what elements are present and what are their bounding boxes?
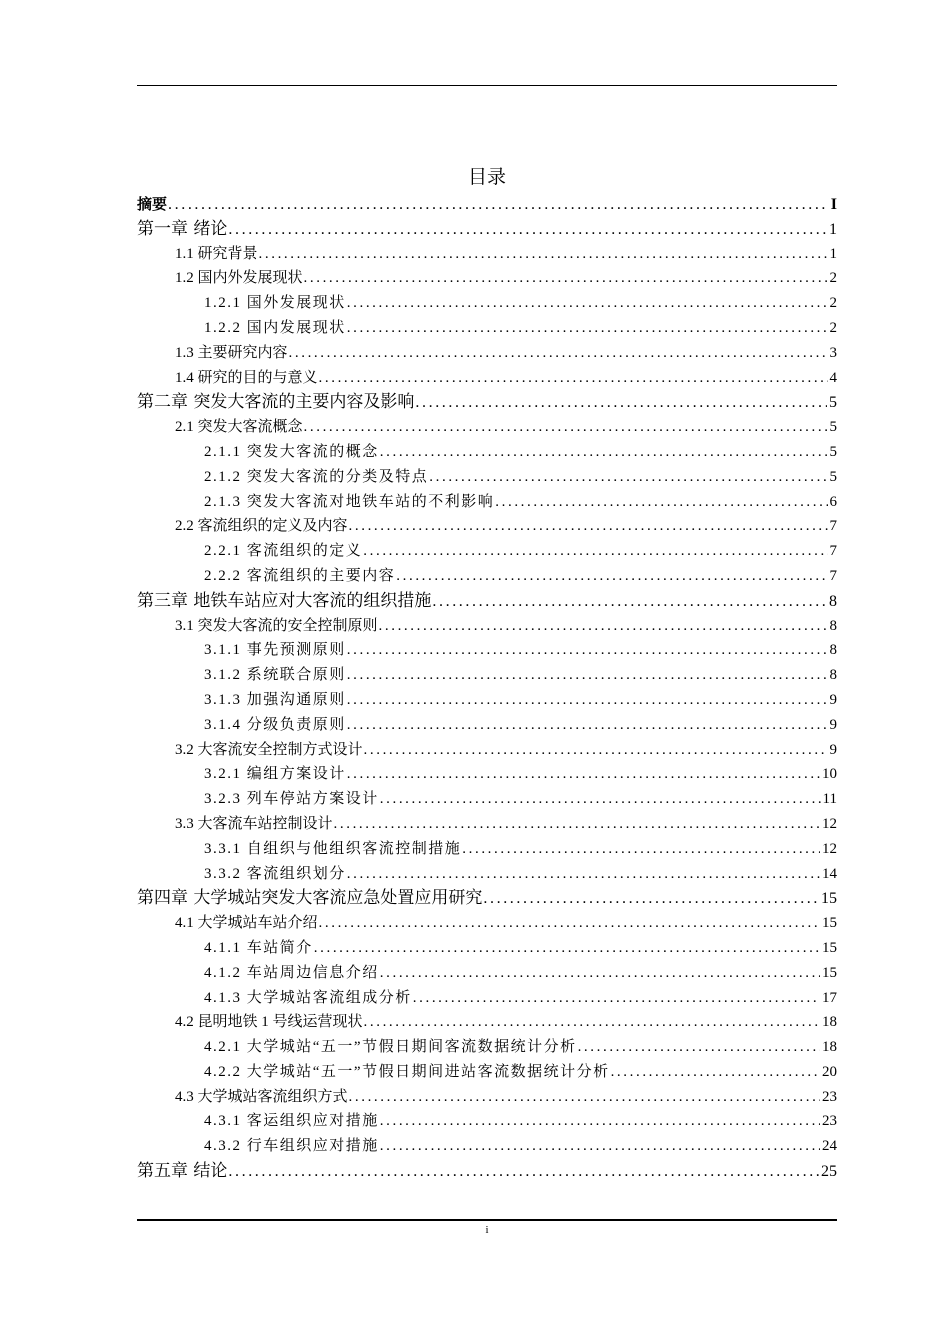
toc-leader-dots [304, 415, 828, 440]
toc-entry-page: 8 [829, 642, 837, 659]
toc-entry-page: 18 [822, 1014, 837, 1031]
toc-entry[interactable] [137, 316, 837, 341]
toc-entry-label: 3.1.1 事先预测原则 [204, 642, 346, 659]
toc-entry[interactable] [137, 663, 837, 688]
toc-entry-page: 7 [829, 543, 837, 560]
toc-entry[interactable] [137, 911, 837, 936]
toc-entry[interactable] [137, 266, 837, 291]
toc-entry-page: 6 [829, 493, 837, 510]
toc-entry[interactable] [137, 936, 837, 961]
toc-entry-page: 9 [829, 716, 837, 733]
toc-entry-label: 3.1.4 分级负责原则 [204, 716, 346, 733]
toc-entry[interactable] [137, 762, 837, 787]
toc-leader-dots [347, 663, 828, 688]
toc-entry[interactable] [137, 1010, 837, 1035]
toc-entry-label: 4.1 大学城站车站介绍 [175, 915, 318, 932]
toc-entry-label: 第一章 绪论 [137, 218, 228, 239]
toc-entry-page: 8 [829, 617, 837, 634]
toc-leader-dots [228, 218, 827, 243]
toc-entry[interactable] [137, 986, 837, 1011]
toc-leader-dots [319, 366, 828, 391]
toc-entry-page: 9 [829, 691, 837, 708]
toc-entry-page: 14 [822, 865, 837, 882]
toc-entry[interactable] [137, 192, 837, 217]
toc-entry-page: 5 [829, 419, 837, 436]
toc-entry-label: 4.3.2 行车组织应对措施 [204, 1138, 379, 1155]
toc-entry[interactable] [137, 1109, 837, 1134]
toc-entry[interactable] [137, 291, 837, 316]
toc-entry-page: 23 [822, 1088, 837, 1105]
toc-entry[interactable] [137, 812, 837, 837]
toc-entry[interactable] [137, 465, 837, 490]
toc-entry-label: 3.1 突发大客流的安全控制原则 [175, 617, 378, 634]
toc-title: 目录 [467, 166, 506, 188]
toc-entry[interactable] [137, 1159, 837, 1184]
toc-leader-dots [347, 638, 828, 663]
toc-leader-dots [334, 812, 820, 837]
toc-leader-dots [578, 1035, 820, 1060]
toc-entry[interactable] [137, 564, 837, 589]
toc-entry-page: 4 [829, 369, 837, 386]
toc-entry-label: 2.1.1 突发大客流的概念 [204, 443, 379, 460]
toc-leader-dots [483, 887, 819, 912]
toc-leader-dots [462, 837, 820, 862]
toc-entry-page: 7 [829, 518, 837, 535]
toc-entry-page: 12 [822, 840, 837, 857]
toc-leader-dots [289, 341, 828, 366]
toc-entry[interactable] [137, 539, 837, 564]
toc-entry-label: 1.3 主要研究内容 [175, 344, 288, 361]
toc-entry[interactable] [137, 242, 837, 267]
toc-entry-label: 4.3.1 客运组织应对措施 [204, 1113, 379, 1130]
toc-entry-label: 4.1.3 大学城站客流组成分析 [204, 989, 412, 1006]
toc-entry[interactable] [137, 961, 837, 986]
toc-entry-page: 3 [829, 344, 837, 361]
toc-entry-page: 2 [829, 319, 837, 336]
toc-leader-dots [396, 564, 827, 589]
toc-entry-page: 17 [822, 989, 837, 1006]
toc-entry-label: 2.2.2 客流组织的主要内容 [204, 567, 396, 584]
toc-entry-label: 摘要 [137, 195, 168, 213]
toc-entry-label: 2.1.3 突发大客流对地铁车站的不利影响 [204, 493, 495, 510]
toc-entry[interactable] [137, 390, 837, 415]
toc-entry-label: 第三章 地铁车站应对大客流的组织措施 [137, 590, 432, 611]
toc-entry[interactable] [137, 1134, 837, 1159]
toc-entry[interactable] [137, 614, 837, 639]
toc-leader-dots [347, 291, 828, 316]
toc-entry[interactable] [137, 787, 837, 812]
toc-entry[interactable] [137, 1085, 837, 1110]
toc-leader-dots [347, 713, 828, 738]
toc-entry-page: 5 [829, 394, 837, 412]
toc-leader-dots [228, 1160, 819, 1185]
page-number: i [485, 1224, 489, 1236]
toc-entry-label: 1.2.1 国外发展现状 [204, 295, 346, 312]
toc-entry-label: 4.2.2 大学城站“五一”节假日期间进站客流数据统计分析 [204, 1063, 610, 1080]
toc-leader-dots [347, 862, 820, 887]
toc-entry-page: 15 [821, 890, 837, 908]
toc-entry-page: 18 [822, 1039, 837, 1056]
toc-entry-label: 3.1.2 系统联合原则 [204, 667, 346, 684]
toc-entry-label: 1.2 国内外发展现状 [175, 270, 303, 287]
toc-entry-label: 3.2.3 列车停站方案设计 [204, 791, 379, 808]
toc-entry-label: 4.1.1 车站简介 [204, 939, 313, 956]
toc-leader-dots [429, 465, 827, 490]
toc-entry-page: 1 [829, 220, 837, 238]
toc-entry-page: 23 [822, 1113, 837, 1130]
toc-entry-page: I [830, 196, 837, 213]
toc-entry[interactable] [137, 440, 837, 465]
toc-leader-dots [364, 1010, 820, 1035]
toc-leader-dots [611, 1060, 820, 1085]
toc-entry[interactable] [137, 341, 837, 366]
toc-entry-page: 15 [822, 939, 837, 956]
toc-entry[interactable] [137, 366, 837, 391]
toc-entry-page: 8 [829, 667, 837, 684]
toc-entry-label: 3.2 大客流安全控制方式设计 [175, 741, 363, 758]
toc-entry-page: 1 [829, 245, 837, 262]
toc-entry[interactable] [137, 638, 837, 663]
toc-entry[interactable] [137, 738, 837, 763]
toc-entry[interactable] [137, 837, 837, 862]
toc-entry[interactable] [137, 862, 837, 887]
toc-entry-label: 3.1.3 加强沟通原则 [204, 691, 346, 708]
toc-entry-page: 7 [829, 567, 837, 584]
toc-entry-label: 3.2.1 编组方案设计 [204, 766, 346, 783]
toc-entry-label: 3.3 大客流车站控制设计 [175, 815, 333, 832]
toc-entry-page: 15 [822, 964, 837, 981]
toc-entry-page: 11 [822, 791, 837, 808]
toc-entry-label: 3.3.2 客流组织划分 [204, 865, 346, 882]
toc-entry-label: 2.1 突发大客流概念 [175, 419, 303, 436]
toc-entry-label: 1.4 研究的目的与意义 [175, 369, 318, 386]
toc-entry-page: 5 [829, 443, 837, 460]
toc-leader-dots [314, 936, 820, 961]
toc-leader-dots [304, 266, 828, 291]
toc-leader-dots [168, 193, 829, 218]
toc-entry-label: 1.2.2 国内发展现状 [204, 319, 346, 336]
toc-entry-label: 2.2 客流组织的定义及内容 [175, 518, 348, 535]
toc-entry[interactable] [137, 688, 837, 713]
toc-entry-page: 2 [829, 295, 837, 312]
toc-leader-dots [349, 514, 828, 539]
toc-leader-dots [380, 1109, 820, 1134]
toc-entry-label: 2.1.2 突发大客流的分类及特点 [204, 468, 429, 485]
toc-entry[interactable] [137, 415, 837, 440]
toc-entry-label: 第四章 大学城站突发大客流应急处置应用研究 [137, 888, 483, 909]
toc-entry-page: 2 [829, 270, 837, 287]
toc-entry-page: 5 [829, 468, 837, 485]
toc-leader-dots [380, 787, 821, 812]
toc-entry-page: 9 [829, 741, 837, 758]
toc-leader-dots [349, 1085, 820, 1110]
toc-leader-dots [380, 961, 820, 986]
toc-entry-label: 3.3.1 自组织与他组织客流控制措施 [204, 840, 462, 857]
toc-entry[interactable] [137, 589, 837, 614]
toc-entry-label: 第二章 突发大客流的主要内容及影响 [137, 392, 415, 413]
toc-entry-label: 4.2 昆明地铁 1 号线运营现状 [175, 1014, 363, 1031]
toc-leader-dots [380, 1134, 820, 1159]
toc-entry-page: 12 [822, 815, 837, 832]
table-of-contents [137, 192, 837, 1184]
toc-entry-label: 4.1.2 车站周边信息介绍 [204, 964, 379, 981]
toc-entry[interactable] [137, 886, 837, 911]
toc-entry-label: 2.2.1 客流组织的定义 [204, 543, 363, 560]
toc-leader-dots [363, 539, 827, 564]
footer-rule [137, 1219, 837, 1221]
toc-entry[interactable] [137, 514, 837, 539]
toc-leader-dots [347, 316, 828, 341]
toc-entry-page: 25 [821, 1163, 837, 1181]
toc-entry-label: 4.3 大学城站客流组织方式 [175, 1088, 348, 1105]
toc-leader-dots [380, 440, 828, 465]
toc-entry-label: 4.2.1 大学城站“五一”节假日期间客流数据统计分析 [204, 1039, 577, 1056]
toc-entry-page: 10 [822, 766, 837, 783]
toc-entry[interactable] [137, 217, 837, 242]
toc-entry-label: 1.1 研究背景 [175, 245, 258, 262]
toc-entry-page: 15 [822, 915, 837, 932]
toc-entry[interactable] [137, 1060, 837, 1085]
toc-leader-dots [432, 590, 827, 615]
toc-leader-dots [415, 391, 827, 416]
header-rule [137, 85, 837, 86]
toc-leader-dots [495, 490, 827, 515]
toc-leader-dots [319, 911, 820, 936]
toc-entry[interactable] [137, 713, 837, 738]
toc-entry[interactable] [137, 490, 837, 515]
toc-entry-page: 8 [829, 592, 837, 610]
toc-leader-dots [413, 986, 820, 1011]
toc-leader-dots [347, 762, 820, 787]
toc-entry-page: 20 [822, 1063, 837, 1080]
toc-entry-page: 24 [822, 1138, 837, 1155]
toc-leader-dots [379, 614, 828, 639]
toc-entry[interactable] [137, 1035, 837, 1060]
toc-leader-dots [347, 688, 828, 713]
toc-leader-dots [364, 738, 828, 763]
toc-leader-dots [259, 242, 828, 267]
toc-entry-label: 第五章 结论 [137, 1161, 228, 1182]
